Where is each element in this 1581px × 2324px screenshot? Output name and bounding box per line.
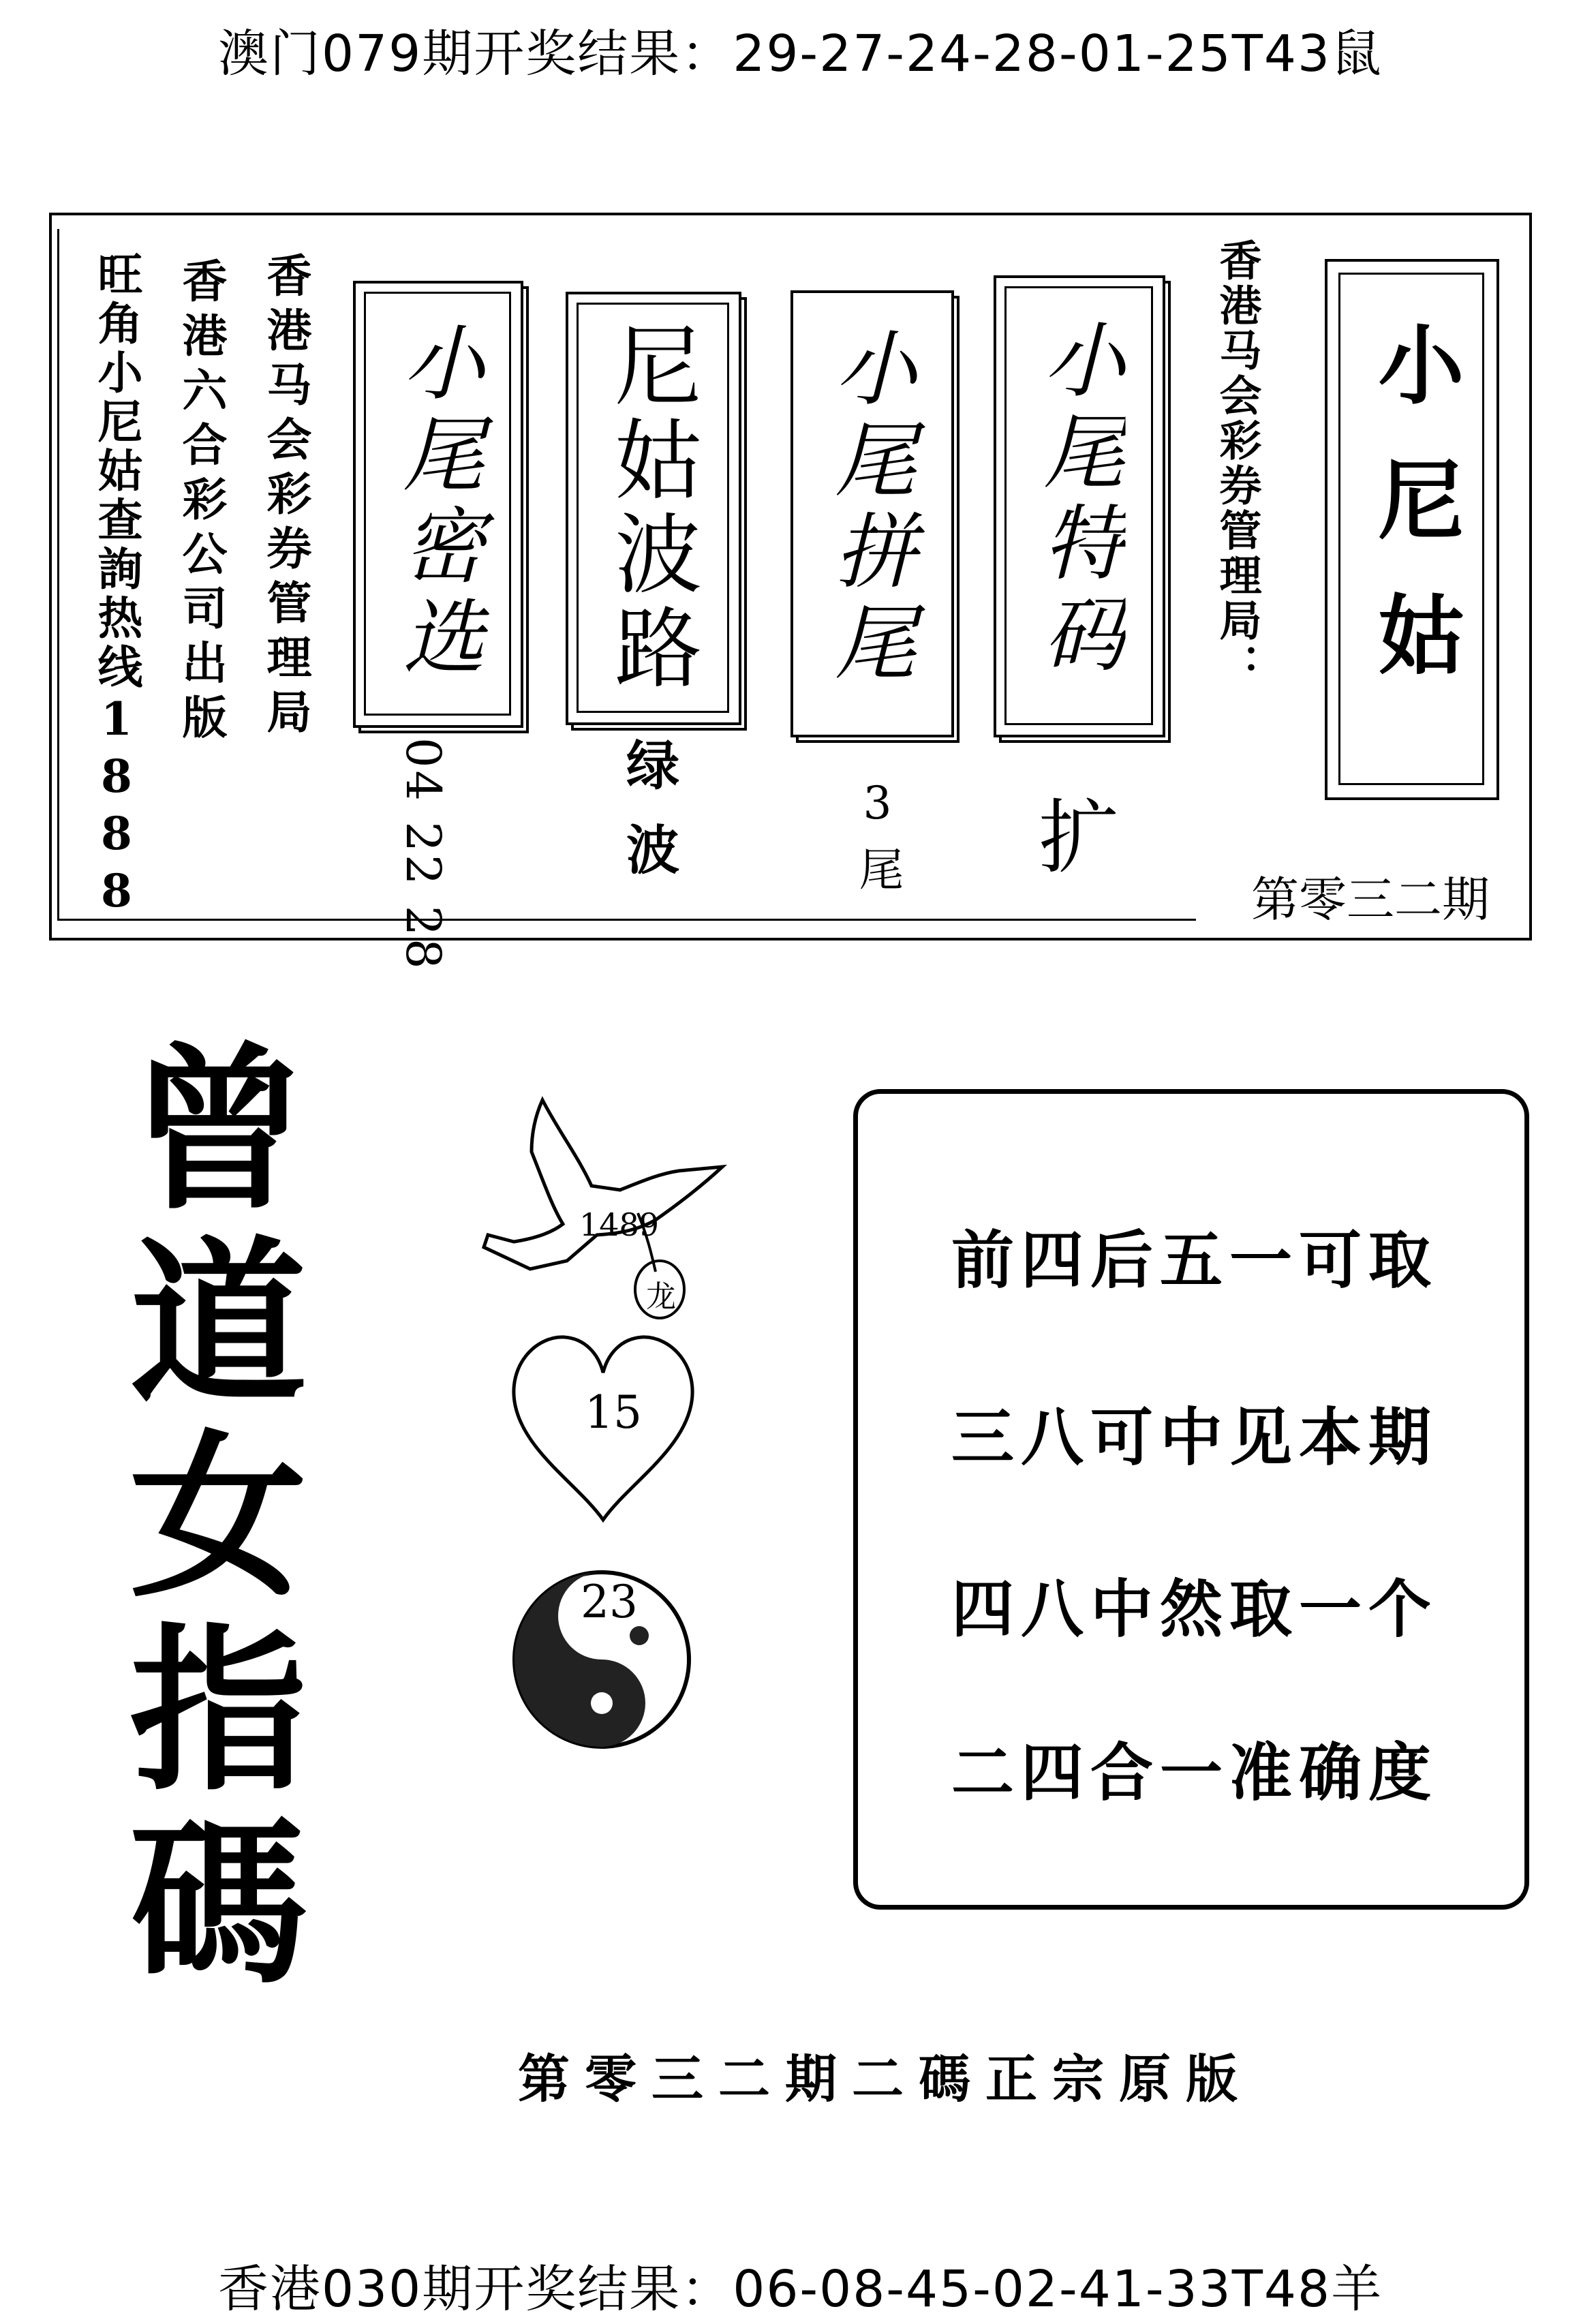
big-title: 曾道女指碼 <box>100 1036 306 2004</box>
hotline-text: 旺角小尼姑查詢热线1888 <box>90 251 143 921</box>
poem-line-4: 二四合一准确度 <box>951 1736 1439 1809</box>
column-answer-2: 绿波 <box>617 737 679 906</box>
heart-number: 15 <box>585 1386 642 1439</box>
column-label-3: 小尾拼尾 <box>821 326 916 691</box>
column-label-2: 尼姑波路 <box>600 320 701 697</box>
column-label-4: 小尾特码 <box>1030 318 1124 683</box>
poem-line-2: 三八可中见本期 <box>951 1401 1439 1474</box>
column-answer-1: 04 22 28 <box>395 737 451 972</box>
column-answer-3: 3尾 <box>851 777 904 907</box>
footer-caption: 第零三二期二碼正宗原版 <box>518 2049 1253 2109</box>
column-answer-4: 扩 <box>1039 791 1120 885</box>
publisher-text: 香港六合彩公司出版 <box>174 258 228 748</box>
issue-text: 第零三二期 <box>1251 872 1490 928</box>
title-text: 小尼姑 <box>1364 320 1464 725</box>
authority-left-text: 香港马会彩券管理局 <box>259 252 312 743</box>
hk-result-footer: 香港030期开奖结果：06-08-45-02-41-33T48羊 <box>218 2260 1383 2319</box>
macau-result-header: 澳门079期开奖结果：29-27-24-28-01-25T43鼠 <box>218 25 1383 83</box>
dove-tag: 龙 <box>646 1279 676 1314</box>
poem-line-1: 前四后五一可取 <box>951 1223 1439 1297</box>
poem-line-3: 四八中然取一个 <box>951 1572 1439 1646</box>
dove-number: 1489 <box>579 1206 660 1243</box>
authority-right-text: 香港马会彩券管理局： <box>1212 239 1262 688</box>
dove-outline <box>484 1100 722 1269</box>
column-label-1: 小尾密选 <box>389 320 484 686</box>
yinyang-number: 23 <box>581 1576 638 1628</box>
